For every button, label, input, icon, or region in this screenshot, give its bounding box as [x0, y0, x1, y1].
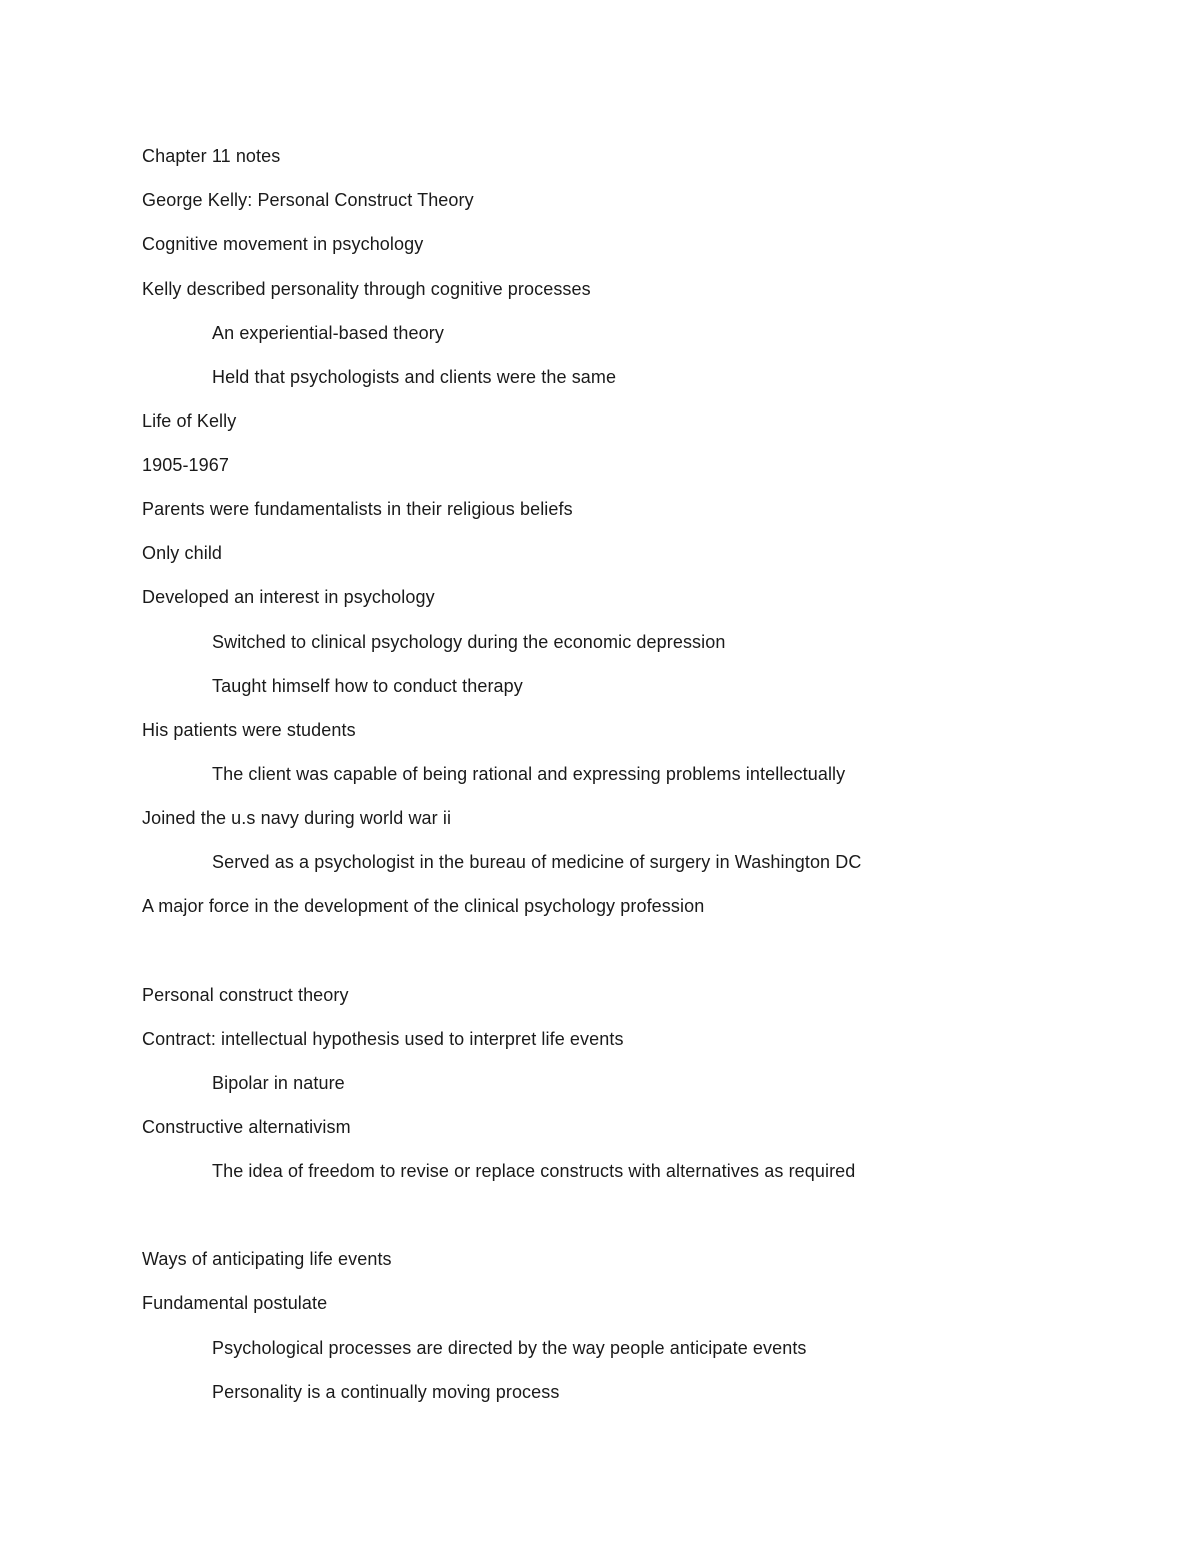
- document-line-indented: The client was capable of being rational and expressing problems intellectually: [212, 764, 846, 784]
- document-title: Chapter 11 notes: [142, 146, 281, 166]
- document-line: Only child: [142, 543, 223, 563]
- document-line-indented: Held that psychologists and clients were the same: [212, 367, 617, 387]
- document-line-indented: Taught himself how to conduct therapy: [212, 676, 523, 696]
- document-line: Ways of anticipating life events: [142, 1249, 392, 1269]
- document-line-indented: An experiential-based theory: [212, 323, 444, 343]
- document-line-indented: Served as a psychologist in the bureau of medicine of surgery in Washington DC: [212, 852, 862, 872]
- document-line: Contract: intellectual hypothesis used to interpret life events: [142, 1029, 624, 1049]
- document-line: 1905-1967: [142, 455, 229, 475]
- document-line: Cognitive movement in psychology: [142, 234, 424, 254]
- document-line: Constructive alternativism: [142, 1117, 351, 1137]
- document-line: George Kelly: Personal Construct Theory: [142, 190, 474, 210]
- document-line: Life of Kelly: [142, 411, 237, 431]
- document-line: Joined the u.s navy during world war ii: [142, 808, 452, 828]
- document-line: Kelly described personality through cognitive processes: [142, 279, 591, 299]
- document-line: Developed an interest in psychology: [142, 587, 435, 607]
- document-line: His patients were students: [142, 720, 356, 740]
- document-line-indented: Bipolar in nature: [212, 1073, 345, 1093]
- document-line: A major force in the development of the clinical psychology profession: [142, 896, 705, 916]
- document-line-indented: Switched to clinical psychology during the economic depression: [212, 632, 726, 652]
- document-line-indented: The idea of freedom to revise or replace constructs with alternatives as required: [212, 1161, 856, 1181]
- document-line: Personal construct theory: [142, 985, 349, 1005]
- document-line: Parents were fundamentalists in their religious beliefs: [142, 499, 573, 519]
- document-line-indented: Personality is a continually moving process: [212, 1382, 560, 1402]
- document-line: Fundamental postulate: [142, 1293, 328, 1313]
- document-line-indented: Psychological processes are directed by the way people anticipate events: [212, 1338, 807, 1358]
